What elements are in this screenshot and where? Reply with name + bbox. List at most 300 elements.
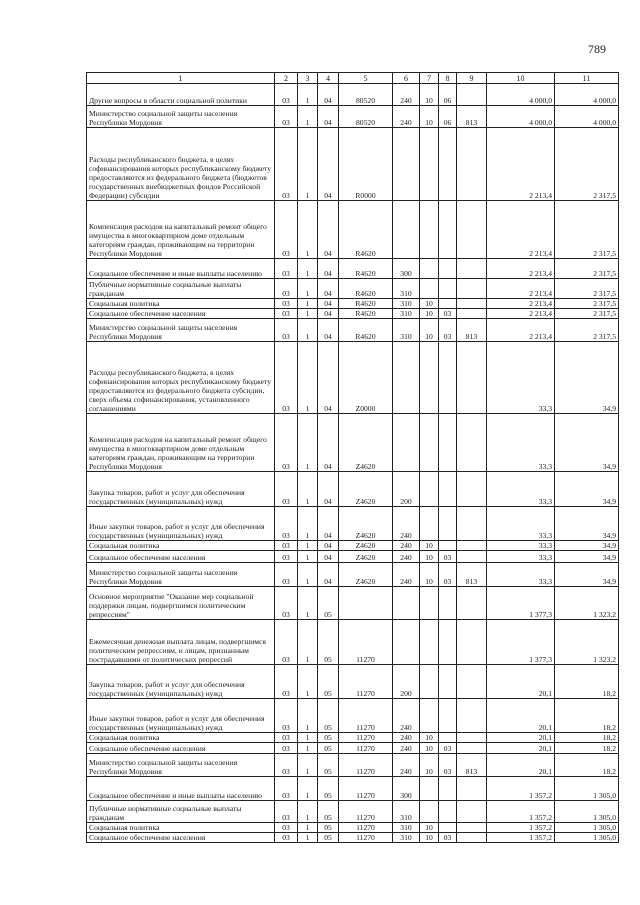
row-c3-cell: 1: [298, 563, 318, 587]
row-c2-cell: 03: [275, 106, 298, 128]
row-c2-cell: 03: [275, 472, 298, 507]
row-c5-cell: 11270: [339, 754, 393, 777]
row-c10-cell: 2 213,4: [487, 259, 555, 279]
row-c6-cell: [393, 201, 420, 259]
row-name-cell: Министерство социальной защиты населения Республики Мордовия: [87, 106, 275, 128]
row-c9-cell: 813: [457, 563, 487, 587]
row-c7-cell: 10: [420, 106, 439, 128]
row-c7-cell: 10: [420, 833, 439, 843]
row-c4-cell: 05: [318, 587, 339, 620]
row-c4-cell: 04: [318, 279, 339, 299]
row-c6-cell: [393, 620, 420, 665]
row-c6-cell: 240: [393, 541, 420, 551]
table-row: [87, 279, 619, 299]
row-c7-cell: [420, 620, 439, 665]
row-c10-cell: 1 357,2: [487, 823, 555, 833]
row-c5-cell: 11270: [339, 620, 393, 665]
row-c4-cell: 04: [318, 342, 339, 414]
row-c2-cell: 03: [275, 84, 298, 106]
row-c9-cell: [457, 541, 487, 551]
row-c7-cell: 10: [420, 319, 439, 342]
row-c6-cell: [393, 414, 420, 472]
row-c5-cell: R0000: [339, 128, 393, 201]
row-c6-cell: 310: [393, 309, 420, 319]
row-c10-cell: 2 213,4: [487, 279, 555, 299]
row-c4-cell: 05: [318, 754, 339, 777]
row-c5-cell: 11270: [339, 699, 393, 733]
row-c2-cell: 03: [275, 777, 298, 801]
row-c5-cell: Z4620: [339, 507, 393, 541]
row-c5-cell: Z4620: [339, 551, 393, 563]
row-c5-cell: Z4620: [339, 563, 393, 587]
row-name-cell: Социальная политика: [87, 733, 275, 743]
row-c10-cell: 2 213,4: [487, 201, 555, 259]
row-c6-cell: 200: [393, 472, 420, 507]
row-c4-cell: 04: [318, 414, 339, 472]
row-c8-cell: 03: [439, 309, 457, 319]
row-name-cell: Министерство социальной защиты населения Республики Мордовия: [87, 319, 275, 342]
row-c7-cell: [420, 279, 439, 299]
row-c5-cell: 11270: [339, 777, 393, 801]
row-c8-cell: [439, 279, 457, 299]
row-c7-cell: 10: [420, 551, 439, 563]
column-header-5: 5: [339, 73, 393, 84]
row-c7-cell: [420, 587, 439, 620]
row-c10-cell: 33,3: [487, 541, 555, 551]
row-c4-cell: 04: [318, 507, 339, 541]
row-c8-cell: [439, 342, 457, 414]
row-c7-cell: [420, 777, 439, 801]
row-c3-cell: 1: [298, 665, 318, 699]
row-c11-cell: 2 317,5: [555, 319, 619, 342]
row-c8-cell: 06: [439, 84, 457, 106]
row-c5-cell: 11270: [339, 833, 393, 843]
table-row: [87, 319, 619, 342]
table-row: [87, 665, 619, 699]
row-c7-cell: 10: [420, 299, 439, 309]
row-name-cell: Социальное обеспечение и иные выплаты населению: [87, 259, 275, 279]
row-c9-cell: [457, 587, 487, 620]
row-c6-cell: 310: [393, 801, 420, 823]
row-c5-cell: 11270: [339, 823, 393, 833]
row-c2-cell: 03: [275, 754, 298, 777]
row-c3-cell: 1: [298, 414, 318, 472]
row-name-cell: Иные закупки товаров, работ и услуг для обеспечения государственных (муниципальных) нужд: [87, 507, 275, 541]
row-c5-cell: R4620: [339, 259, 393, 279]
table-row: [87, 507, 619, 541]
row-c7-cell: [420, 342, 439, 414]
row-c9-cell: [457, 279, 487, 299]
row-c8-cell: 06: [439, 106, 457, 128]
row-c2-cell: 03: [275, 259, 298, 279]
column-header-3: 3: [298, 73, 318, 84]
row-c10-cell: 20,1: [487, 665, 555, 699]
row-c8-cell: [439, 414, 457, 472]
column-header-7: 7: [420, 73, 439, 84]
row-c2-cell: 03: [275, 801, 298, 823]
row-c3-cell: 1: [298, 279, 318, 299]
row-c9-cell: [457, 201, 487, 259]
table-row: [87, 414, 619, 472]
row-c9-cell: [457, 699, 487, 733]
row-c10-cell: 20,1: [487, 754, 555, 777]
row-c3-cell: 1: [298, 259, 318, 279]
row-name-cell: Основное мероприятие "Оказание мер социальной поддержки лицам, подвергшимся политическим репрессиям": [87, 587, 275, 620]
row-c5-cell: Z4620: [339, 414, 393, 472]
row-c7-cell: [420, 472, 439, 507]
column-header-8: 8: [439, 73, 457, 84]
row-c4-cell: 04: [318, 84, 339, 106]
row-c10-cell: 2 213,4: [487, 309, 555, 319]
row-name-cell: Социальное обеспечение населения: [87, 309, 275, 319]
row-name-cell: Социальное обеспечение населения: [87, 743, 275, 754]
row-c11-cell: 34,9: [555, 541, 619, 551]
row-name-cell: Компенсация расходов на капитальный ремонт общего имущества в многоквартирном доме отдельным категориям граждан, проживающим на территории Республики Мордовия: [87, 414, 275, 472]
row-c7-cell: 10: [420, 743, 439, 754]
row-c4-cell: 05: [318, 801, 339, 823]
row-c3-cell: 1: [298, 507, 318, 541]
table-row: [87, 801, 619, 823]
row-c8-cell: [439, 665, 457, 699]
row-c2-cell: 03: [275, 342, 298, 414]
row-c5-cell: R4620: [339, 319, 393, 342]
row-c4-cell: 04: [318, 319, 339, 342]
row-c7-cell: [420, 259, 439, 279]
row-c10-cell: 2 213,4: [487, 299, 555, 309]
row-c5-cell: Z0000: [339, 342, 393, 414]
row-c4-cell: 05: [318, 777, 339, 801]
table-row: [87, 106, 619, 128]
row-c4-cell: 05: [318, 743, 339, 754]
row-c8-cell: 03: [439, 833, 457, 843]
row-c4-cell: 04: [318, 201, 339, 259]
row-c3-cell: 1: [298, 84, 318, 106]
row-c4-cell: 04: [318, 309, 339, 319]
row-c5-cell: 11270: [339, 801, 393, 823]
row-c5-cell: 80520: [339, 84, 393, 106]
row-name-cell: Другие вопросы в области социальной политики: [87, 84, 275, 106]
row-c9-cell: [457, 84, 487, 106]
row-c10-cell: 2 213,4: [487, 319, 555, 342]
row-c6-cell: 300: [393, 259, 420, 279]
row-c5-cell: R4620: [339, 201, 393, 259]
row-c5-cell: 80520: [339, 106, 393, 128]
row-c8-cell: [439, 299, 457, 309]
row-name-cell: Социальная политика: [87, 299, 275, 309]
row-c2-cell: 03: [275, 279, 298, 299]
row-c3-cell: 1: [298, 541, 318, 551]
row-c6-cell: [393, 587, 420, 620]
row-name-cell: Иные закупки товаров, работ и услуг для обеспечения государственных (муниципальных) нужд: [87, 699, 275, 733]
row-c11-cell: 1 323,2: [555, 587, 619, 620]
row-c2-cell: 03: [275, 620, 298, 665]
column-header-1: 1: [87, 73, 275, 84]
column-header-11: 11: [555, 73, 619, 84]
row-c9-cell: [457, 342, 487, 414]
row-c8-cell: [439, 128, 457, 201]
table-row: [87, 551, 619, 563]
column-header-6: 6: [393, 73, 420, 84]
row-name-cell: Социальное обеспечение населения: [87, 833, 275, 843]
row-c3-cell: 1: [298, 587, 318, 620]
row-c3-cell: 1: [298, 743, 318, 754]
row-c3-cell: 1: [298, 777, 318, 801]
row-c7-cell: 10: [420, 563, 439, 587]
row-name-cell: Ежемесячная денежная выплата лицам, подвергшимся политическим репрессиям, и лицам, признанным пострадавшими от политических репрессий: [87, 620, 275, 665]
row-c2-cell: 03: [275, 319, 298, 342]
row-c2-cell: 03: [275, 201, 298, 259]
row-c10-cell: 1 357,2: [487, 777, 555, 801]
row-c6-cell: 240: [393, 551, 420, 563]
row-c8-cell: [439, 541, 457, 551]
row-c10-cell: 33,3: [487, 414, 555, 472]
row-c7-cell: [420, 507, 439, 541]
row-name-cell: Расходы республиканского бюджета, в целях софинансирования которых республиканскому бюджету предоставляются из федерального бюджета субсидии, сверх объема софинансирования, установленного соглашениями: [87, 342, 275, 414]
row-c9-cell: [457, 665, 487, 699]
row-c4-cell: 04: [318, 106, 339, 128]
row-c4-cell: 05: [318, 620, 339, 665]
row-c7-cell: [420, 699, 439, 733]
row-c6-cell: 240: [393, 563, 420, 587]
table-row: [87, 754, 619, 777]
row-c3-cell: 1: [298, 472, 318, 507]
row-c4-cell: 04: [318, 299, 339, 309]
row-c6-cell: 310: [393, 823, 420, 833]
row-c4-cell: 04: [318, 472, 339, 507]
row-c6-cell: 240: [393, 106, 420, 128]
column-header-10: 10: [487, 73, 555, 84]
row-c4-cell: 04: [318, 563, 339, 587]
table-row: [87, 620, 619, 665]
table-row: [87, 259, 619, 279]
row-name-cell: Публичные нормативные социальные выплаты гражданам: [87, 801, 275, 823]
row-c8-cell: [439, 801, 457, 823]
budget-table: [86, 72, 619, 843]
row-c7-cell: 10: [420, 754, 439, 777]
row-c2-cell: 03: [275, 833, 298, 843]
row-c11-cell: 18,2: [555, 733, 619, 743]
row-c4-cell: 05: [318, 823, 339, 833]
row-c2-cell: 03: [275, 665, 298, 699]
row-c9-cell: [457, 128, 487, 201]
row-c6-cell: 310: [393, 299, 420, 309]
column-header-2: 2: [275, 73, 298, 84]
row-c4-cell: 04: [318, 259, 339, 279]
row-name-cell: Министерство социальной защиты населения Республики Мордовия: [87, 563, 275, 587]
row-c4-cell: 05: [318, 699, 339, 733]
row-c7-cell: 10: [420, 823, 439, 833]
row-c8-cell: [439, 823, 457, 833]
row-c3-cell: 1: [298, 201, 318, 259]
row-c6-cell: 240: [393, 84, 420, 106]
row-c7-cell: [420, 414, 439, 472]
row-c8-cell: [439, 201, 457, 259]
row-c6-cell: 200: [393, 665, 420, 699]
row-c9-cell: [457, 801, 487, 823]
row-c8-cell: [439, 507, 457, 541]
row-c7-cell: [420, 801, 439, 823]
row-c8-cell: [439, 472, 457, 507]
row-c6-cell: 310: [393, 833, 420, 843]
row-c3-cell: 1: [298, 309, 318, 319]
row-c3-cell: 1: [298, 823, 318, 833]
row-c11-cell: 1 305,0: [555, 801, 619, 823]
table-row: [87, 309, 619, 319]
row-c6-cell: 310: [393, 319, 420, 342]
row-c11-cell: 4 000,0: [555, 84, 619, 106]
row-c3-cell: 1: [298, 833, 318, 843]
row-c2-cell: 03: [275, 551, 298, 563]
row-c11-cell: 34,9: [555, 472, 619, 507]
row-c10-cell: 20,1: [487, 733, 555, 743]
row-c11-cell: 34,9: [555, 507, 619, 541]
row-c6-cell: 300: [393, 777, 420, 801]
table-row: [87, 733, 619, 743]
row-c9-cell: [457, 472, 487, 507]
row-c5-cell: Z4620: [339, 472, 393, 507]
row-c10-cell: 2 213,4: [487, 128, 555, 201]
row-c3-cell: 1: [298, 128, 318, 201]
row-c5-cell: R4620: [339, 279, 393, 299]
row-c2-cell: 03: [275, 743, 298, 754]
row-c3-cell: 1: [298, 342, 318, 414]
row-c2-cell: 03: [275, 128, 298, 201]
row-c7-cell: 10: [420, 309, 439, 319]
row-c8-cell: 03: [439, 563, 457, 587]
row-name-cell: Социальное обеспечение населения: [87, 551, 275, 563]
row-c9-cell: [457, 299, 487, 309]
row-c6-cell: 310: [393, 279, 420, 299]
row-c10-cell: 33,3: [487, 551, 555, 563]
table-row: [87, 201, 619, 259]
row-c6-cell: [393, 128, 420, 201]
row-c10-cell: 4 000,0: [487, 106, 555, 128]
row-c7-cell: [420, 665, 439, 699]
row-name-cell: Закупка товаров, работ и услуг для обеспечения государственных (муниципальных) нужд: [87, 665, 275, 699]
row-c3-cell: 1: [298, 754, 318, 777]
row-c3-cell: 1: [298, 299, 318, 309]
row-c4-cell: 05: [318, 665, 339, 699]
row-c6-cell: 240: [393, 743, 420, 754]
table-row: [87, 699, 619, 733]
row-c4-cell: 04: [318, 541, 339, 551]
row-c10-cell: 1 377,3: [487, 620, 555, 665]
row-c3-cell: 1: [298, 551, 318, 563]
row-c11-cell: 34,9: [555, 563, 619, 587]
row-c10-cell: 4 000,0: [487, 84, 555, 106]
table-row: [87, 84, 619, 106]
row-c2-cell: 03: [275, 299, 298, 309]
row-c6-cell: 240: [393, 733, 420, 743]
row-c9-cell: [457, 414, 487, 472]
header-row: [87, 73, 619, 84]
table-row: [87, 587, 619, 620]
row-c2-cell: 03: [275, 823, 298, 833]
row-c8-cell: [439, 733, 457, 743]
row-c2-cell: 03: [275, 587, 298, 620]
row-c5-cell: 11270: [339, 665, 393, 699]
row-c5-cell: R4620: [339, 309, 393, 319]
row-c5-cell: 11270: [339, 743, 393, 754]
row-c6-cell: 240: [393, 754, 420, 777]
row-c5-cell: Z4620: [339, 541, 393, 551]
row-c11-cell: 18,2: [555, 665, 619, 699]
column-header-4: 4: [318, 73, 339, 84]
row-c4-cell: 05: [318, 833, 339, 843]
table-row: [87, 299, 619, 309]
table-row: [87, 472, 619, 507]
row-c4-cell: 04: [318, 128, 339, 201]
row-c7-cell: 10: [420, 733, 439, 743]
row-name-cell: Социальное обеспечение и иные выплаты населению: [87, 777, 275, 801]
row-c10-cell: 33,3: [487, 507, 555, 541]
row-c10-cell: 1 357,2: [487, 833, 555, 843]
row-c8-cell: 03: [439, 319, 457, 342]
row-c10-cell: 33,3: [487, 342, 555, 414]
row-c10-cell: 1 357,2: [487, 801, 555, 823]
row-c2-cell: 03: [275, 507, 298, 541]
row-c9-cell: 813: [457, 754, 487, 777]
row-c8-cell: 03: [439, 754, 457, 777]
row-c4-cell: 05: [318, 733, 339, 743]
row-c11-cell: 34,9: [555, 551, 619, 563]
table-row: [87, 541, 619, 551]
row-c10-cell: 20,1: [487, 743, 555, 754]
row-c10-cell: 33,3: [487, 472, 555, 507]
row-name-cell: Публичные нормативные социальные выплаты гражданам: [87, 279, 275, 299]
row-c8-cell: [439, 587, 457, 620]
row-c3-cell: 1: [298, 699, 318, 733]
row-c11-cell: 2 317,5: [555, 259, 619, 279]
row-c7-cell: 10: [420, 84, 439, 106]
row-c9-cell: [457, 833, 487, 843]
row-c11-cell: 2 317,5: [555, 299, 619, 309]
row-c9-cell: 813: [457, 106, 487, 128]
row-c5-cell: [339, 587, 393, 620]
row-c2-cell: 03: [275, 541, 298, 551]
row-c11-cell: 34,9: [555, 414, 619, 472]
page-number: 789: [588, 42, 606, 56]
row-c9-cell: [457, 733, 487, 743]
row-c8-cell: [439, 259, 457, 279]
row-c9-cell: [457, 823, 487, 833]
row-c5-cell: R4620: [339, 299, 393, 309]
row-c11-cell: 4 000,0: [555, 106, 619, 128]
table-row: [87, 833, 619, 843]
row-name-cell: Министерство социальной защиты населения Республики Мордовия: [87, 754, 275, 777]
row-c11-cell: 2 317,5: [555, 279, 619, 299]
row-c8-cell: [439, 699, 457, 733]
row-c9-cell: [457, 507, 487, 541]
row-c9-cell: [457, 259, 487, 279]
row-c9-cell: 813: [457, 319, 487, 342]
row-c11-cell: 34,9: [555, 342, 619, 414]
row-c11-cell: 1 305,0: [555, 777, 619, 801]
row-c7-cell: [420, 201, 439, 259]
row-name-cell: Компенсация расходов на капитальный ремонт общего имущества в многоквартирном доме отдельным категориям граждан, проживающим на территории Республики Мордовия: [87, 201, 275, 259]
row-c8-cell: [439, 620, 457, 665]
table-row: [87, 342, 619, 414]
row-c7-cell: 10: [420, 541, 439, 551]
row-c8-cell: 03: [439, 743, 457, 754]
row-c9-cell: [457, 551, 487, 563]
row-c11-cell: 1 323,2: [555, 620, 619, 665]
row-c6-cell: 240: [393, 699, 420, 733]
row-c10-cell: 1 377,3: [487, 587, 555, 620]
row-c11-cell: 1 305,0: [555, 823, 619, 833]
row-c11-cell: 18,2: [555, 743, 619, 754]
row-c6-cell: [393, 342, 420, 414]
